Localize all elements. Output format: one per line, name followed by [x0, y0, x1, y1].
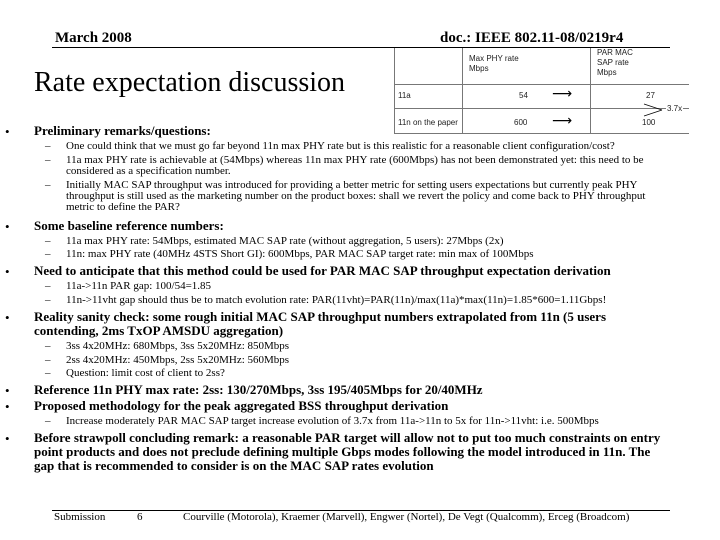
bullet-before-strawpoll: Before strawpoll concluding remark: a reasonable PAR target will allow not to put too much constraints on entry	[34, 430, 661, 445]
bullet-before-strawpoll-cont: point products and does not preclude defining multiple Gbps modes following the model introduced in 11n. The	[34, 444, 651, 459]
dash-marker: –	[45, 280, 51, 292]
bullet-dot: •	[5, 124, 10, 139]
sub-bullet: 2ss 4x20MHz: 450Mbps, 2ss 5x20MHz: 560Mbps	[66, 354, 290, 366]
dash-marker: –	[45, 340, 51, 352]
dash-marker: –	[45, 235, 51, 247]
table-col-divider	[394, 48, 395, 134]
sub-bullet: Question: limit cost of client to 2ss?	[66, 367, 225, 379]
header-date: March 2008	[55, 30, 132, 46]
table-col-divider	[462, 48, 463, 134]
bullet-dot: •	[5, 431, 10, 446]
arrow-icon: ⟶	[552, 85, 573, 101]
bullet-reference: Reference 11n PHY max rate: 2ss: 130/270Mbps, 3ss 195/405Mbps for 20/40MHz	[34, 382, 483, 397]
ratio-label: 3.7x	[667, 104, 683, 113]
table-row-divider	[394, 133, 689, 134]
row-label-11n: 11n on the paper	[398, 118, 458, 127]
sub-bullet-cont: throughput is still used as the marketing number on the product boxes: shall we revert the policy and come back to PHY throughput	[66, 190, 646, 202]
footer-page-number: 6	[137, 511, 143, 523]
dash-marker: –	[45, 154, 51, 166]
sub-bullet-cont: metric to define the PAR?	[66, 201, 180, 213]
arrow-icon: ⟶	[552, 112, 573, 128]
dash-marker: –	[45, 354, 51, 366]
sub-bullet: 11n->11vht gap should thus be to match evolution rate: PAR(11vht)=PAR(11n)/max(11a)*max(11n)=1.85*600=1.11Gbps!	[66, 294, 607, 306]
sub-bullet: Increase moderately PAR MAC SAP target increase evolution of 3.7x from 11a->11n to 5x for 11n->11vht: i.e. 500Mbps	[66, 415, 599, 427]
sub-bullet: 3ss 4x20MHz: 680Mbps, 3ss 5x20MHz: 850Mbps	[66, 340, 290, 352]
rate-table	[394, 48, 689, 134]
sub-bullet: One could think that we must go far beyond 11n max PHY rate but is this realistic for a reasonable client configuration/cost?	[66, 140, 615, 152]
row-value-11n-sap: 100	[642, 118, 656, 127]
sub-bullet: 11n: max PHY rate (40MHz 4STS Short GI): 600Mbps, PAR MAC SAP target rate: min max of 100Mbps	[66, 248, 534, 260]
bullet-dot: •	[5, 219, 10, 234]
bullet-baseline: Some baseline reference numbers:	[34, 218, 224, 233]
dash-marker: –	[45, 140, 51, 152]
sub-bullet: 11a max PHY rate is achievable at (54Mbps) whereas 11n max PHY rate (600Mbps) has not been demonstrated yet: this need to be	[66, 154, 644, 166]
page-title: Rate expectation discussion	[34, 67, 346, 98]
bullet-reality-cont: contending, 2ms TxOP AMSDU aggregation)	[34, 323, 284, 338]
header-doc-id: doc.: IEEE 802.11-08/0219r4	[440, 30, 624, 46]
bullet-anticipate: Need to anticipate that this method could be used for PAR MAC SAP throughput expectation derivation	[34, 263, 611, 278]
row-value-11n-phy: 600	[514, 118, 528, 127]
table-row-divider	[394, 84, 689, 85]
dash-marker: –	[45, 179, 51, 191]
dash-marker: –	[45, 367, 51, 379]
bullet-preliminary: Preliminary remarks/questions:	[34, 123, 211, 138]
bullet-reality: Reality sanity check: some rough initial MAC SAP throughput numbers extrapolated from 11n (5 users	[34, 309, 607, 324]
bullet-dot: •	[5, 399, 10, 414]
bullet-proposed: Proposed methodology for the peak aggregated BSS throughput derivation	[34, 398, 449, 413]
col-header-max-phy: Max PHY rate Mbps	[469, 54, 519, 73]
footer-authors: Courville (Motorola), Kraemer (Marvell), Engwer (Nortel), De Vegt (Qualcomm), Erceg (Broadcom)	[183, 511, 630, 523]
sub-bullet: Initially MAC SAP throughput was introduced for providing a better metric for setting users expectations but currently peak PHY	[66, 179, 638, 191]
bullet-before-strawpoll-cont: gap that is recommended to consider is on the MAC SAP rates evolution	[34, 458, 434, 473]
ratio-bracket-icon	[644, 104, 689, 118]
row-value-11a-phy: 54	[519, 91, 528, 100]
bullet-dot: •	[5, 264, 10, 279]
sub-bullet: 11a->11n PAR gap: 100/54=1.85	[66, 280, 212, 292]
footer-submission: Submission	[54, 511, 106, 523]
dash-marker: –	[45, 248, 51, 260]
row-label-11a: 11a	[398, 91, 411, 100]
sub-bullet: 11a max PHY rate: 54Mbps, estimated MAC SAP rate (without aggregation, 5 users): 27Mbps (2x)	[66, 235, 504, 247]
dash-marker: –	[45, 294, 51, 306]
row-value-11a-sap: 27	[646, 91, 655, 100]
sub-bullet-cont: considered as a specification number.	[66, 165, 231, 177]
bullet-dot: •	[5, 383, 10, 398]
dash-marker: –	[45, 415, 51, 427]
table-col-divider	[590, 48, 591, 134]
bullet-dot: •	[5, 310, 10, 325]
col-header-par-mac-sap: PAR MAC SAP rate Mbps	[597, 48, 633, 77]
